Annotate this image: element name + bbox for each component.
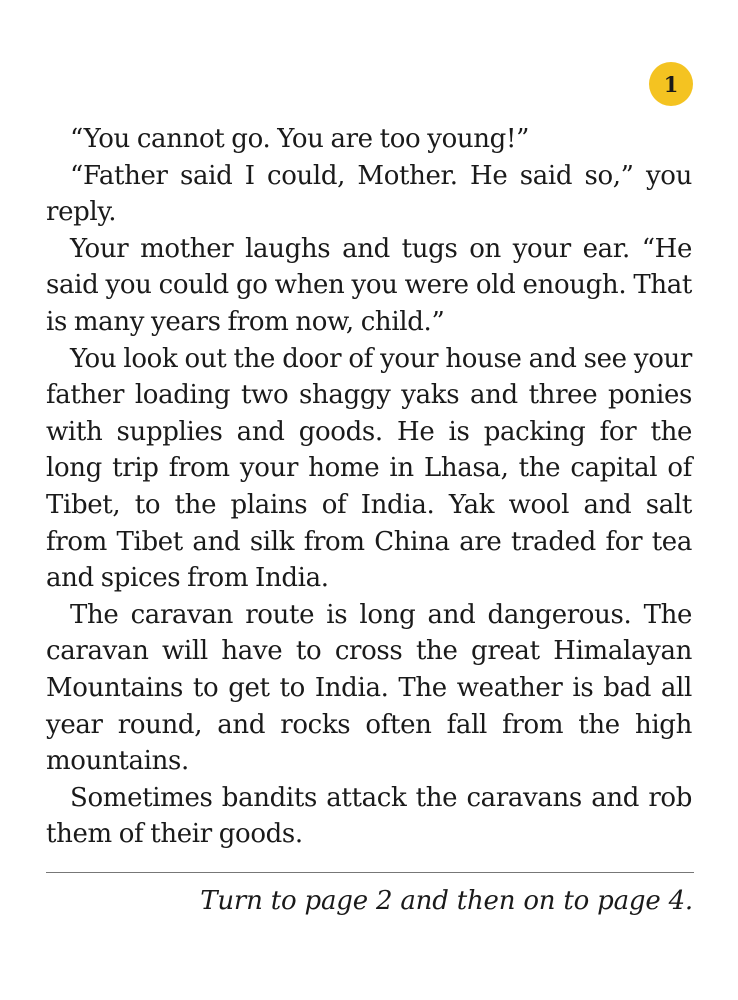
story-paragraph: Your mother laughs and tugs on your ear. “He said you could go when you were old enough. That is many years from now, child.” [46,233,692,337]
page-turn-instruction: Turn to page 2 and then on to page 4. [200,886,693,916]
story-paragraph: “You cannot go. You are too young!” [70,124,530,154]
page-number-badge: 1 [649,62,693,106]
story-paragraph: Sometimes bandits attack the caravans and rob them of their goods. [46,782,692,850]
story-text [46,121,692,853]
story-paragraph: The caravan route is long and dangerous. The caravan will have to cross the great Himalayan Mountains to get to India. The weather is bad all year round, and rocks often fall from the high mountains. [46,599,692,777]
divider-rule [46,872,694,873]
story-paragraph: “Father said I could, Mother. He said so,” you reply. [46,160,692,228]
story-paragraph: You look out the door of your house and see your father loading two shaggy yaks and three ponies with supplies and goods. He is packing for the long trip from your home in Lhasa, the capital of Tibet, to the plains of India. Yak wool and salt from Tibet and silk from China are traded for tea and spices from India. [46,343,692,594]
